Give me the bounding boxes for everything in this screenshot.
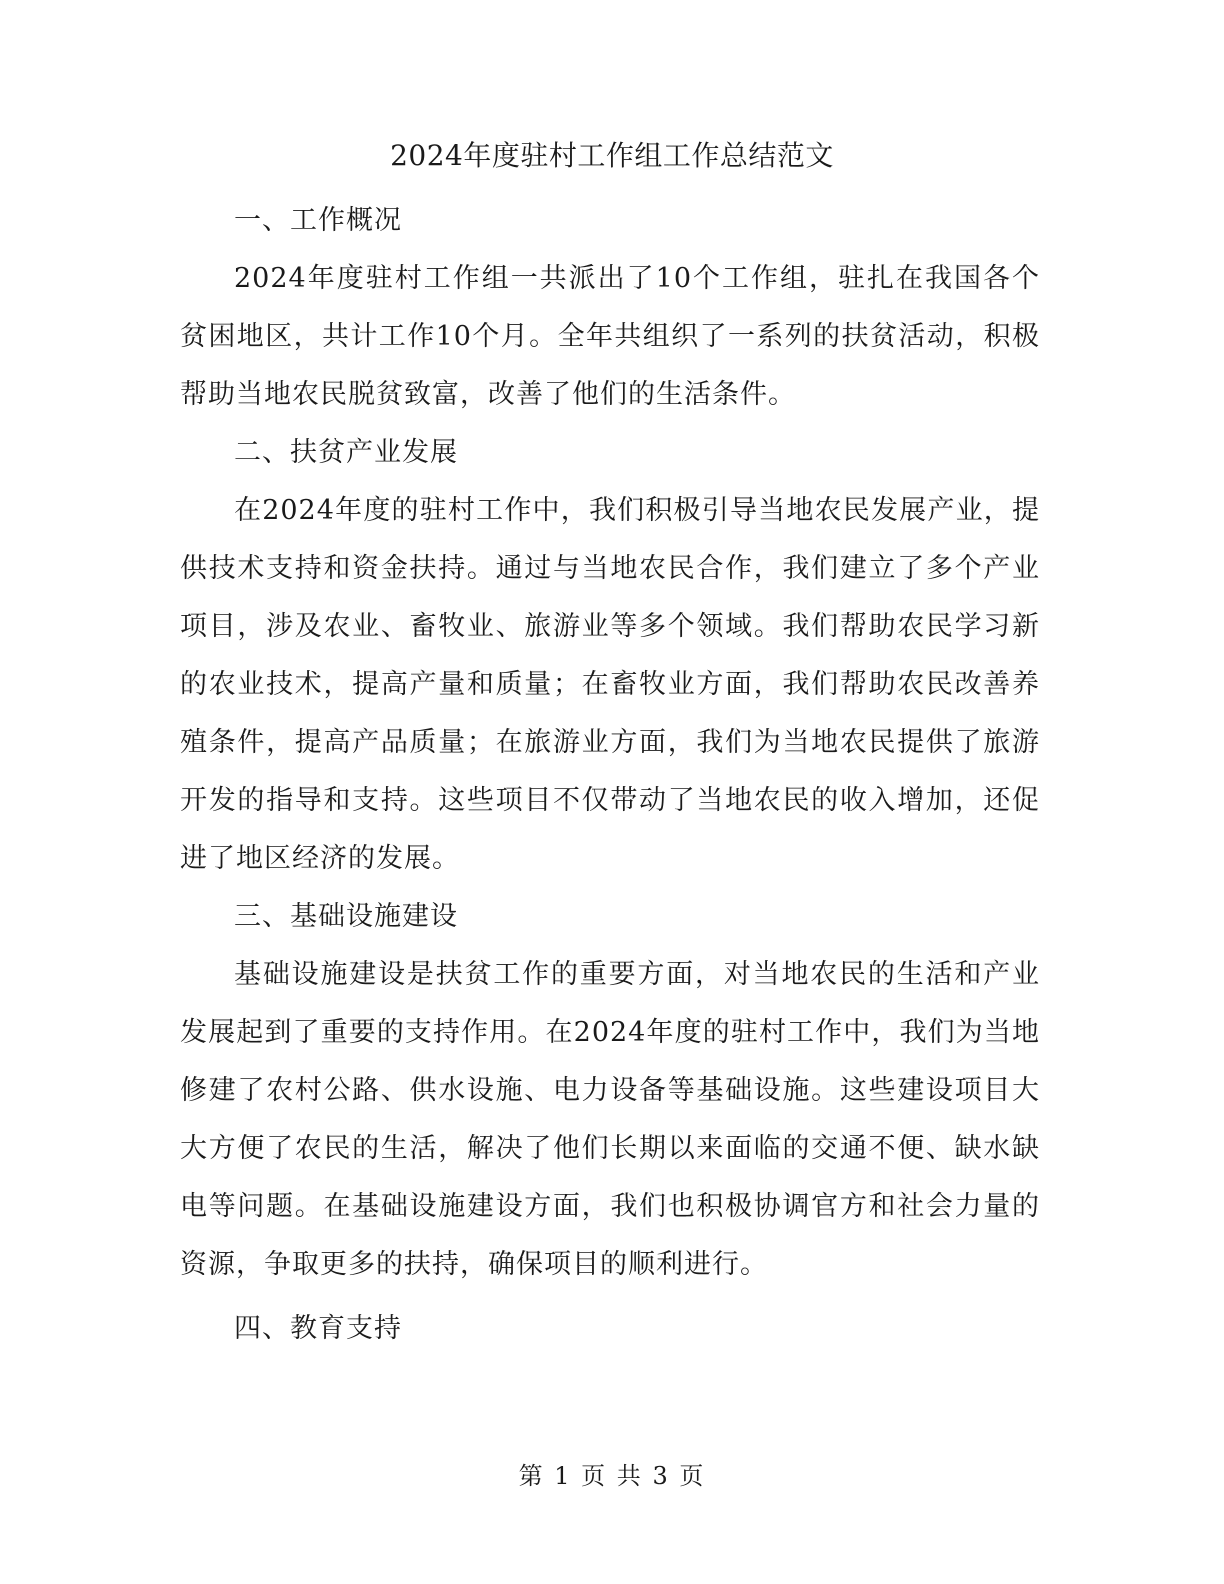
paragraph-industry: 在2024年度的驻村工作中，我们积极引导当地农民发展产业，提供技术支持和资金扶持。通过与当地农民合作，我们建立了多个产业项目，涉及农业、畜牧业、旅游业等多个领域。我们帮助农民学习新的农业技术，提高产量和质量；在畜牧业方面，我们帮助农民改善养殖条件，提高产品质量；在旅游业方面，我们为当地农民提供了旅游开发的指导和支持。这些项目不仅带动了当地农民的收入增加，还促进了地区经济的发展。 bbox=[180, 495, 1040, 874]
page-number-footer: 第 1 页 共 3 页 bbox=[518, 1462, 706, 1490]
document-title: 2024年度驻村工作组工作总结范文 bbox=[390, 139, 834, 172]
section-heading-industry: 二、扶贫产业发展 bbox=[234, 437, 458, 468]
paragraph-overview: 2024年度驻村工作组一共派出了10个工作组，驻扎在我国各个贫困地区，共计工作10个月。全年共组织了一系列的扶贫活动，积极帮助当地农民脱贫致富，改善了他们的生活条件。 bbox=[180, 263, 1040, 410]
section-heading-education: 四、教育支持 bbox=[234, 1313, 402, 1344]
section-heading-overview: 一、工作概况 bbox=[234, 205, 402, 236]
paragraph-infrastructure: 基础设施建设是扶贫工作的重要方面，对当地农民的生活和产业发展起到了重要的支持作用。在2024年度的驻村工作中，我们为当地修建了农村公路、供水设施、电力设备等基础设施。这些建设项目大大方便了农民的生活，解决了他们长期以来面临的交通不便、缺水缺电等问题。在基础设施建设方面，我们也积极协调官方和社会力量的资源，争取更多的扶持，确保项目的顺利进行。 bbox=[180, 959, 1040, 1280]
document-body bbox=[180, 192, 1040, 1358]
section-heading-infrastructure: 三、基础设施建设 bbox=[234, 901, 458, 932]
